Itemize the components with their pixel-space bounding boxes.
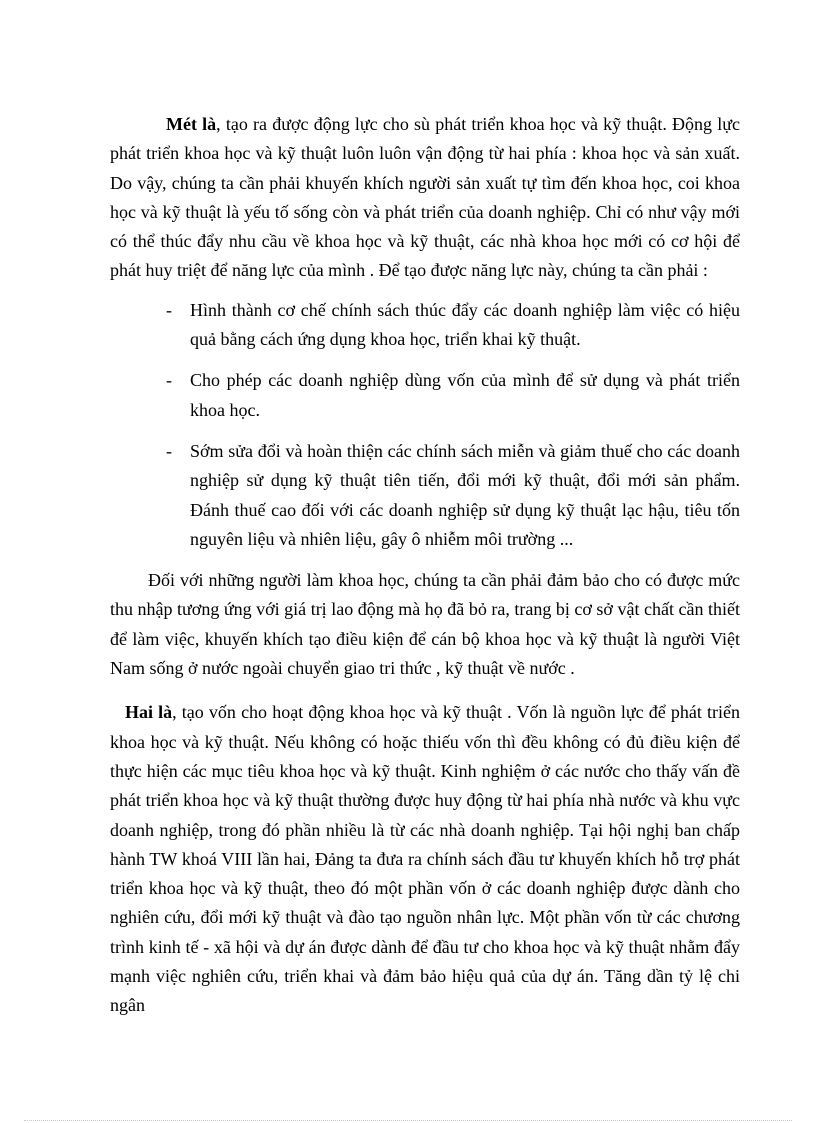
lead-phrase-second: Hai là (125, 702, 173, 723)
bullet-list (110, 296, 740, 554)
page-bottom-divider (24, 1120, 792, 1121)
bullet-item (110, 366, 740, 425)
bullet-item (110, 437, 740, 554)
paragraph-text: , tạo ra được động lực cho sù phát triển khoa học và kỹ thuật. Động lực phát triển khoa học và kỹ thuật luôn luôn vận động từ hai phía : khoa học và sản xuất. Do vậy, chúng ta cần phải khuyến khích người sản xuất tự tìm đến khoa học, coi khoa học và kỹ thuật là yếu tố sống còn và phát triển của doanh nghiệp. Chỉ có như vậy mới có thể thúc đẩy nhu cầu về khoa học và kỹ thuật, các nhà khoa học mới có cơ hội để phát huy triệt để năng lực của mình . Để tạo được năng lực này, chúng ta cần phải : (110, 114, 740, 281)
bullet-dash: - (166, 370, 172, 391)
bullet-text: Sớm sửa đổi và hoàn thiện các chính sách miễn và giảm thuế cho các doanh nghiệp sử dụng kỹ thuật tiên tiến, đổi mới kỹ thuật, đổi mới sản phẩm. Đánh thuế cao đối với các doanh nghiệp sử dụng kỹ thuật lạc hậu, tiêu tốn nguyên liệu và nhiên liệu, gây ô nhiễm môi trường ... (190, 440, 740, 549)
paragraph-scientists: Đối với những người làm khoa học, chúng ta cần phải đảm bảo cho có được mức thu nhập tương ứng với giá trị lao động mà họ đã bỏ ra, trang bị cơ sở vật chất cần thiết để làm việc, khuyến khích tạo điều kiện để cán bộ khoa học và kỹ thuật là người Việt Nam sống ở nước ngoài chuyển giao tri thức , kỹ thuật về nước . (110, 570, 740, 679)
paragraph-second-point (110, 698, 740, 1020)
bullet-text: Cho phép các doanh nghiệp dùng vốn của mình để sử dụng và phát triển khoa học. (190, 370, 740, 420)
bullet-item (110, 296, 740, 355)
document-page (110, 110, 740, 1021)
paragraph-first-point (110, 110, 740, 286)
bullet-text: Hình thành cơ chế chính sách thúc đẩy các doanh nghiệp làm việc có hiệu quả bằng cách ứng dụng khoa học, triển khai kỹ thuật. (190, 299, 740, 350)
bullet-dash: - (166, 440, 172, 461)
bullet-dash: - (166, 299, 172, 320)
paragraph-text: , tạo vốn cho hoạt động khoa học và kỹ thuật . Vốn là nguồn lực để phát triển khoa học và kỹ thuật. Nếu không có hoặc thiếu vốn thì đều không có đủ điều kiện để thực hiện các mục tiêu khoa học và kỹ thuật. Kinh nghiệm ở các nước cho thấy vấn đề phát triển khoa học và kỹ thuật thường được huy động từ hai phía nhà nước và khu vực doanh nghiệp, trong đó phần nhiều là từ các nhà doanh nghiệp. Tại hội nghị ban chấp hành TW khoá VIII lần hai, Đảng ta đưa ra chính sách đầu tư khuyến khích hỗ trợ phát triển khoa học và kỹ thuật, theo đó một phần vốn ở các doanh nghiệp được dành cho nghiên cứu, đổi mới kỹ thuật và đào tạo nguồn nhân lực. Một phần vốn từ các chương trình kinh tế - xã hội và dự án được dành để đầu tư cho khoa học và kỹ thuật nhằm đẩy mạnh việc nghiên cứu, triển khai và đảm bảo hiệu quả của dự án. Tăng dần tỷ lệ chi ngân (110, 702, 740, 1016)
lead-phrase-first: Mét là (166, 114, 217, 134)
